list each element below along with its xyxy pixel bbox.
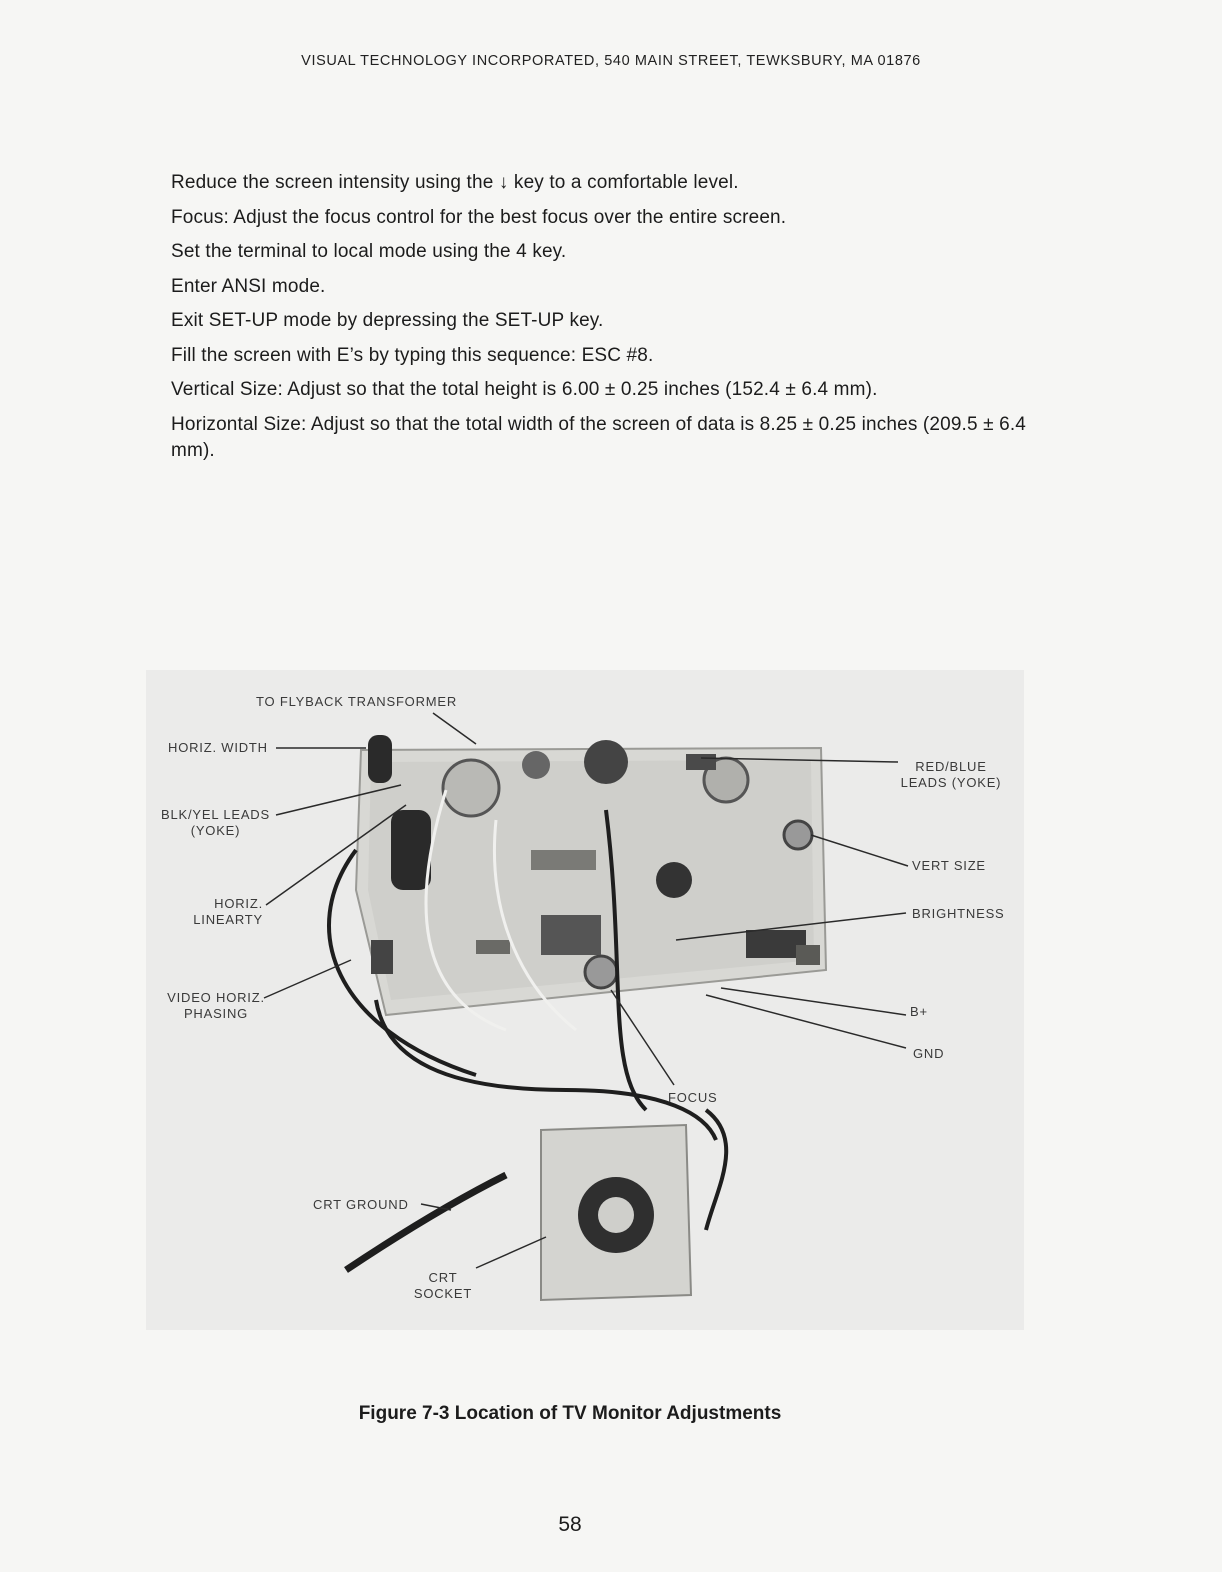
instruction-vertical-size: Vertical Size: Adjust so that the total height is 6.00 ± 0.25 inches (152.4 ± 6.4 mm). [171,379,878,400]
resistor [476,940,510,954]
yoke-coil [391,810,431,890]
instruction-local-mode: Set the terminal to local mode using the 4 key. [171,241,567,262]
crt-ground-wire [346,1175,506,1270]
label-red-blue-leads [898,759,1004,791]
label-crt-ground: CRT GROUND [313,1197,409,1212]
instruction-horizontal-size: Horizontal Size: Adjust so that the total width of the screen of data is 8.25 ± 0.25 inches (209.5 ± 6.4 mm). [171,413,1027,461]
component [796,945,820,965]
capacitor [443,760,499,816]
label-video-horiz-phasing [166,990,266,1022]
large-capacitor [584,740,628,784]
label-line: CRT [428,1270,458,1285]
label-vert-size: VERT SIZE [912,858,986,873]
label-flyback-transformer: TO FLYBACK TRANSFORMER [256,694,458,709]
board-illustration [146,670,1024,1330]
instruction-ansi: Enter ANSI mode. [171,275,326,297]
label-line: BLK/YEL LEADS [161,807,270,822]
wire [376,1000,716,1140]
label-line: (YOKE) [190,823,241,838]
label-line: SOCKET [413,1286,473,1301]
capacitor [656,862,692,898]
label-gnd: GND [913,1046,945,1061]
focus-pot [585,956,617,988]
label-brightness: BRIGHTNESS [912,906,1005,921]
label-line: LINEARTY [193,912,263,927]
capacitor [522,751,550,779]
instruction-list [171,170,1031,472]
label-line: HORIZ. [214,896,263,911]
tv-monitor-board-figure [146,670,1024,1330]
connector [686,754,716,770]
page-header: VISUAL TECHNOLOGY INCORPORATED, 540 MAIN STREET, TEWKSBURY, MA 01876 [301,53,921,69]
label-horiz-width: HORIZ. WIDTH [168,740,268,755]
label-line: VIDEO HORIZ. [167,990,265,1005]
horiz-width-coil [368,735,392,783]
vert-size-pot [784,821,812,849]
label-crt-socket [408,1270,478,1302]
label-line: RED/BLUE [915,759,987,774]
label-b-plus: B+ [910,1004,928,1019]
transistor [371,940,393,974]
label-blk-yel-leads [158,807,273,839]
instruction-intensity: Reduce the screen intensity using the ↓ key to a comfortable level. [171,172,739,193]
label-focus: FOCUS [668,1090,718,1105]
page-number: 58 [558,1513,582,1536]
crt-socket-center [598,1197,634,1233]
instruction-fill-screen: Fill the screen with E’s by typing this sequence: ESC #8. [171,344,654,366]
label-line: LEADS (YOKE) [900,775,1002,790]
transformer [541,915,601,955]
instruction-exit-setup: Exit SET-UP mode by depressing the SET-UP key. [171,310,604,331]
figure-caption: Figure 7-3 Location of TV Monitor Adjustments [358,1403,782,1424]
resistor-block [531,850,596,870]
label-horiz-linearity [168,896,263,928]
label-line: PHASING [183,1006,249,1021]
instruction-focus: Focus: Adjust the focus control for the best focus over the entire screen. [171,206,787,228]
